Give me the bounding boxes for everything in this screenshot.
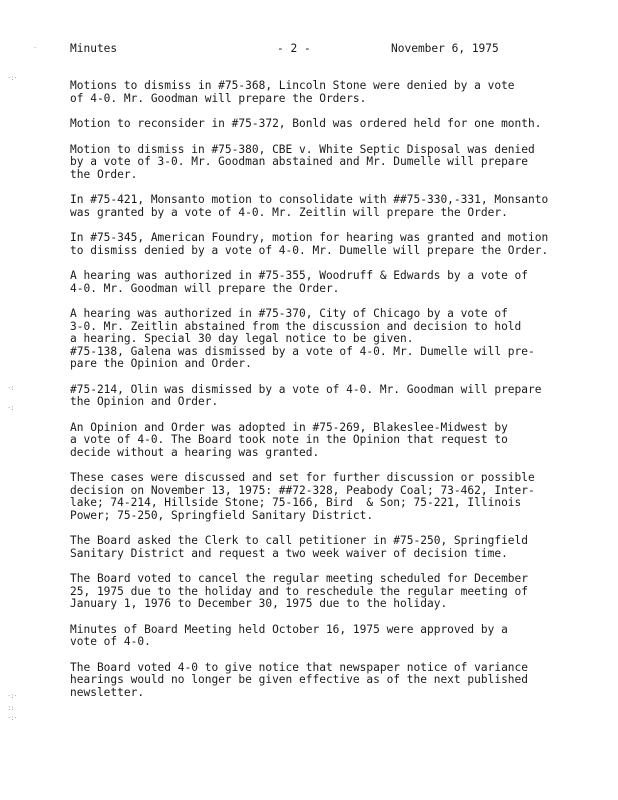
scan-speck: :: [8, 704, 15, 712]
minutes-paragraph [70, 194, 590, 219]
paragraph-line: a vote of 4-0. The Board took note in the Opinion that request to [70, 433, 508, 446]
paragraph-line: The Board asked the Clerk to call petitioner in #75-250, Springfield [70, 534, 529, 547]
minutes-paragraph [70, 384, 590, 409]
paragraph-line: the Order. [70, 167, 138, 181]
paragraph-line: Power; 75-250, Springfield Sanitary District. [70, 508, 374, 522]
paragraph-line: Motion to reconsider in #75-372, Bonld was ordered held for one month. [70, 117, 542, 130]
minutes-paragraph [70, 270, 590, 295]
minutes-paragraph [70, 472, 590, 522]
paragraph-line: These cases were discussed and set for further discussion or possible [70, 471, 535, 484]
scan-speck: ·:· [8, 692, 18, 700]
paragraph-line: Motion to dismiss in #75-380, CBE v. White Septic Disposal was denied [70, 142, 535, 156]
minutes-paragraph [70, 144, 590, 182]
header-date: November 6, 1975 [391, 42, 499, 55]
paragraph-line: vote of 4-0. [70, 635, 151, 648]
paragraph-line: the Opinion and Order. [70, 395, 219, 408]
paragraph-line: 4-0. Mr. Goodman will prepare the Order. [70, 281, 340, 295]
paragraph-line: An Opinion and Order was adopted in #75-269, Blakeslee-Midwest by [70, 420, 508, 434]
paragraph-line: The Board voted to cancel the regular meeting scheduled for December [70, 572, 529, 585]
paragraph-line: pare the Opinion and Order. [70, 357, 252, 370]
paragraph-line: decision on November 13, 1975: ##72-328, Peabody Coal; 73-462, Inter- [70, 483, 535, 497]
paragraph-line: to dismiss denied by a vote of 4-0. Mr. Dumelle will prepare the Order. [70, 243, 549, 257]
minutes-paragraph [70, 662, 590, 700]
paragraph-line: Motions to dismiss in #75-368, Lincoln Stone were denied by a vote [70, 79, 515, 92]
minutes-paragraph [70, 573, 590, 611]
minutes-paragraph [70, 535, 590, 560]
paragraph-line: January 1, 1976 to December 30, 1975 due to the holiday. [70, 597, 448, 610]
scan-speck: ·: [8, 404, 15, 412]
paragraph-line: hearings would no longer be given effective as of the next published [70, 673, 529, 686]
paragraph-line: In #75-421, Monsanto motion to consolidate with ##75-330,-331, Monsanto [70, 193, 549, 206]
minutes-paragraph [70, 308, 590, 371]
minutes-paragraph [70, 422, 590, 460]
paragraph-line: was granted by a vote of 4-0. Mr. Zeitlin will prepare the Order. [70, 205, 508, 219]
paragraph-line: Sanitary District and request a two week waiver of decision time. [70, 546, 508, 560]
paragraph-line: by a vote of 3-0. Mr. Goodman abstained and Mr. Dumelle will prepare [70, 155, 529, 168]
paragraph-line: The Board voted 4-0 to give notice that newspaper notice of variance [70, 660, 529, 674]
minutes-paragraph [70, 118, 590, 131]
paragraph-line: of 4-0. Mr. Goodman will prepare the Orders. [70, 91, 367, 105]
scan-speck: ·:· [8, 74, 18, 82]
paragraph-line: 25, 1975 due to the holiday and to reschedule the regular meeting of [70, 584, 529, 598]
paragraph-line: In #75-345, American Foundry, motion for hearing was granted and motion [70, 231, 549, 244]
paragraph-line: Minutes of Board Meeting held October 16, 1975 were approved by a [70, 622, 508, 636]
paragraph-line: A hearing was authorized in #75-355, Woodruff & Edwards by a vote of [70, 269, 529, 282]
minutes-body [70, 80, 590, 712]
page-header [70, 42, 590, 56]
paragraph-line: a hearing. Special 30 day legal notice to be given. [70, 332, 414, 345]
scan-speck: · [34, 44, 38, 52]
paragraph-line: 3-0. Mr. Zeitlin abstained from the discussion and decision to hold [70, 319, 522, 333]
paragraph-line: #75-138, Galena was dismissed by a vote of 4-0. Mr. Dumelle will pre- [70, 344, 535, 358]
minutes-paragraph [70, 624, 590, 649]
paragraph-line: decide without a hearing was granted. [70, 445, 320, 459]
scan-speck: ·: [8, 384, 15, 392]
minutes-paragraph [70, 80, 590, 105]
paragraph-line: #75-214, Olin was dismissed by a vote of 4-0. Mr. Goodman will prepare [70, 382, 542, 396]
minutes-paragraph [70, 232, 590, 257]
paragraph-line: lake; 74-214, Hillside Stone; 75-166, Bird & Son; 75-221, Illinois [70, 496, 522, 509]
paragraph-line: A hearing was authorized in #75-370, City of Chicago by a vote of [70, 307, 508, 320]
scan-speck: ·:· [8, 714, 18, 722]
paragraph-line: newsletter. [70, 685, 145, 699]
header-title: Minutes [70, 42, 118, 55]
page-number: - 2 - [277, 42, 311, 55]
